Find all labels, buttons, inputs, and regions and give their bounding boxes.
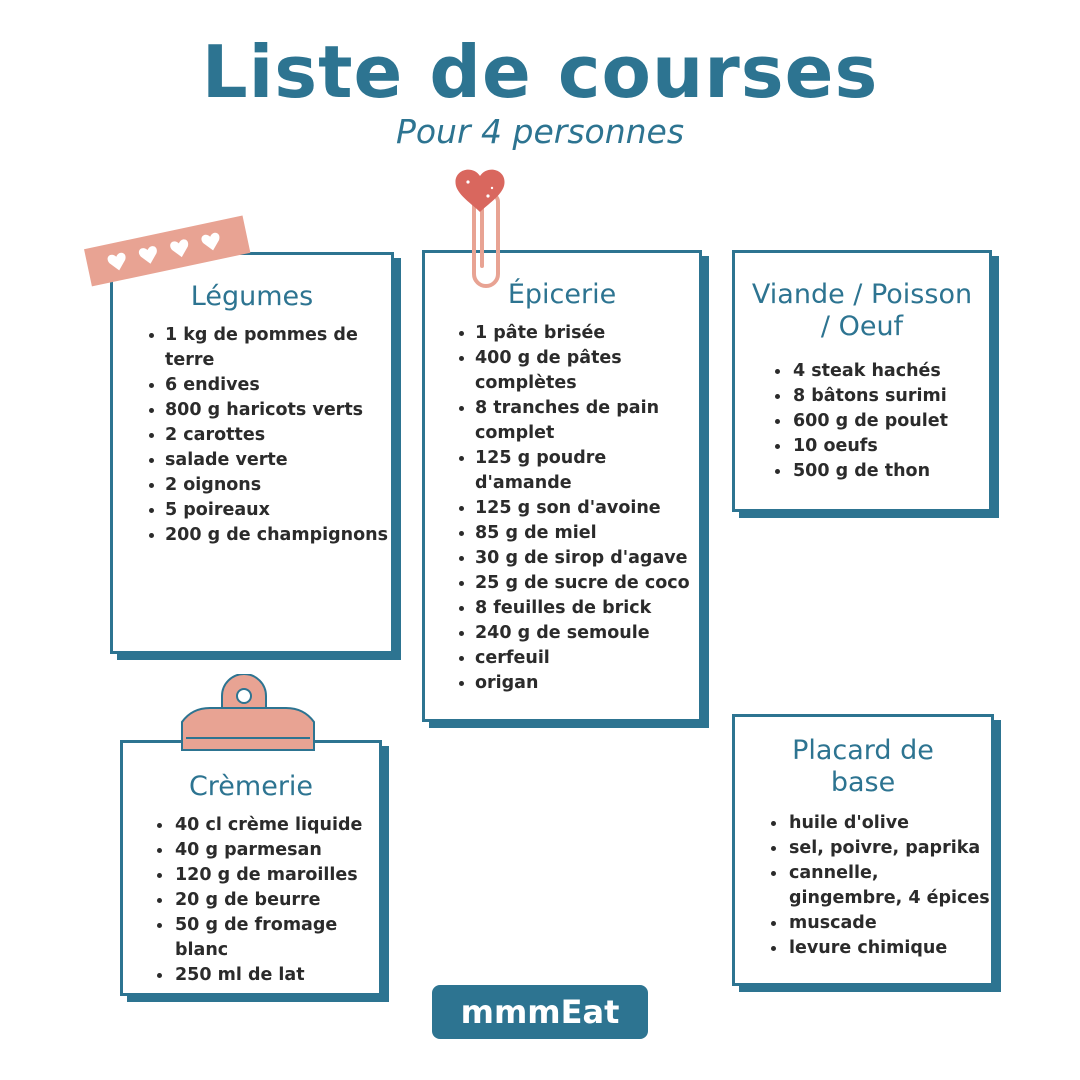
list-item: salade verte xyxy=(113,448,391,473)
list-item: 4 steak hachés xyxy=(735,359,989,384)
card-title-cremerie: Crèmerie xyxy=(188,771,314,802)
list-item: huile d'olive xyxy=(735,811,991,836)
list-viande xyxy=(735,359,989,484)
list-item: 120 g de maroilles xyxy=(123,863,379,888)
list-item: 250 ml de lat xyxy=(123,963,379,988)
list-item: muscade xyxy=(735,911,991,936)
list-item: 6 endives xyxy=(113,373,391,398)
list-item: cannelle, gingembre, 4 épices xyxy=(735,861,991,911)
card-viande xyxy=(732,250,992,512)
list-item: 8 tranches de pain complet xyxy=(425,396,699,446)
list-item: 8 feuilles de brick xyxy=(425,596,699,621)
list-item: 500 g de thon xyxy=(735,459,989,484)
list-item: 25 g de sucre de coco xyxy=(425,571,699,596)
list-item: cerfeuil xyxy=(425,646,699,671)
card-epicerie xyxy=(422,250,702,722)
list-item: 125 g poudre d'amande xyxy=(425,446,699,496)
list-item: 50 g de fromage blanc xyxy=(123,913,379,963)
list-item: 400 g de pâtes complètes xyxy=(425,346,699,396)
list-cremerie xyxy=(123,813,379,988)
list-item: 240 g de semoule xyxy=(425,621,699,646)
list-item: 125 g son d'avoine xyxy=(425,496,699,521)
card-legumes xyxy=(110,252,394,654)
card-title-placard: Placard de base xyxy=(792,735,934,798)
list-item: 85 g de miel xyxy=(425,521,699,546)
list-item: 20 g de beurre xyxy=(123,888,379,913)
page-subtitle: Pour 4 personnes xyxy=(395,112,685,151)
list-item: 40 cl crème liquide xyxy=(123,813,379,838)
list-item: origan xyxy=(425,671,699,696)
clipboard-clip-icon xyxy=(178,674,318,754)
card-title-epicerie: Épicerie xyxy=(507,279,617,310)
paperclip-heart-icon xyxy=(452,166,512,291)
list-item: 8 bâtons surimi xyxy=(735,384,989,409)
list-item: 5 poireaux xyxy=(113,498,391,523)
list-item: 2 carottes xyxy=(113,423,391,448)
card-placard xyxy=(732,714,994,986)
list-item: 200 g de champignons xyxy=(113,523,391,548)
list-item: levure chimique xyxy=(735,936,991,961)
list-epicerie xyxy=(425,321,699,696)
list-item: 10 oeufs xyxy=(735,434,989,459)
list-item: 800 g haricots verts xyxy=(113,398,391,423)
brand-logo: mmmEat xyxy=(432,985,648,1039)
page-title: Liste de courses xyxy=(201,30,879,114)
list-legumes xyxy=(113,323,391,548)
list-item: 2 oignons xyxy=(113,473,391,498)
list-item: sel, poivre, paprika xyxy=(735,836,991,861)
list-item: 1 kg de pommes de terre xyxy=(113,323,391,373)
list-item: 30 g de sirop d'agave xyxy=(425,546,699,571)
list-placard xyxy=(735,811,991,961)
card-cremerie xyxy=(120,740,382,996)
washi-tape-icon xyxy=(82,210,252,290)
list-item: 40 g parmesan xyxy=(123,838,379,863)
card-title-viande: Viande / Poisson / Oeuf xyxy=(751,279,973,342)
list-item: 1 pâte brisée xyxy=(425,321,699,346)
card-title-legumes: Légumes xyxy=(190,281,314,312)
list-item: 600 g de poulet xyxy=(735,409,989,434)
